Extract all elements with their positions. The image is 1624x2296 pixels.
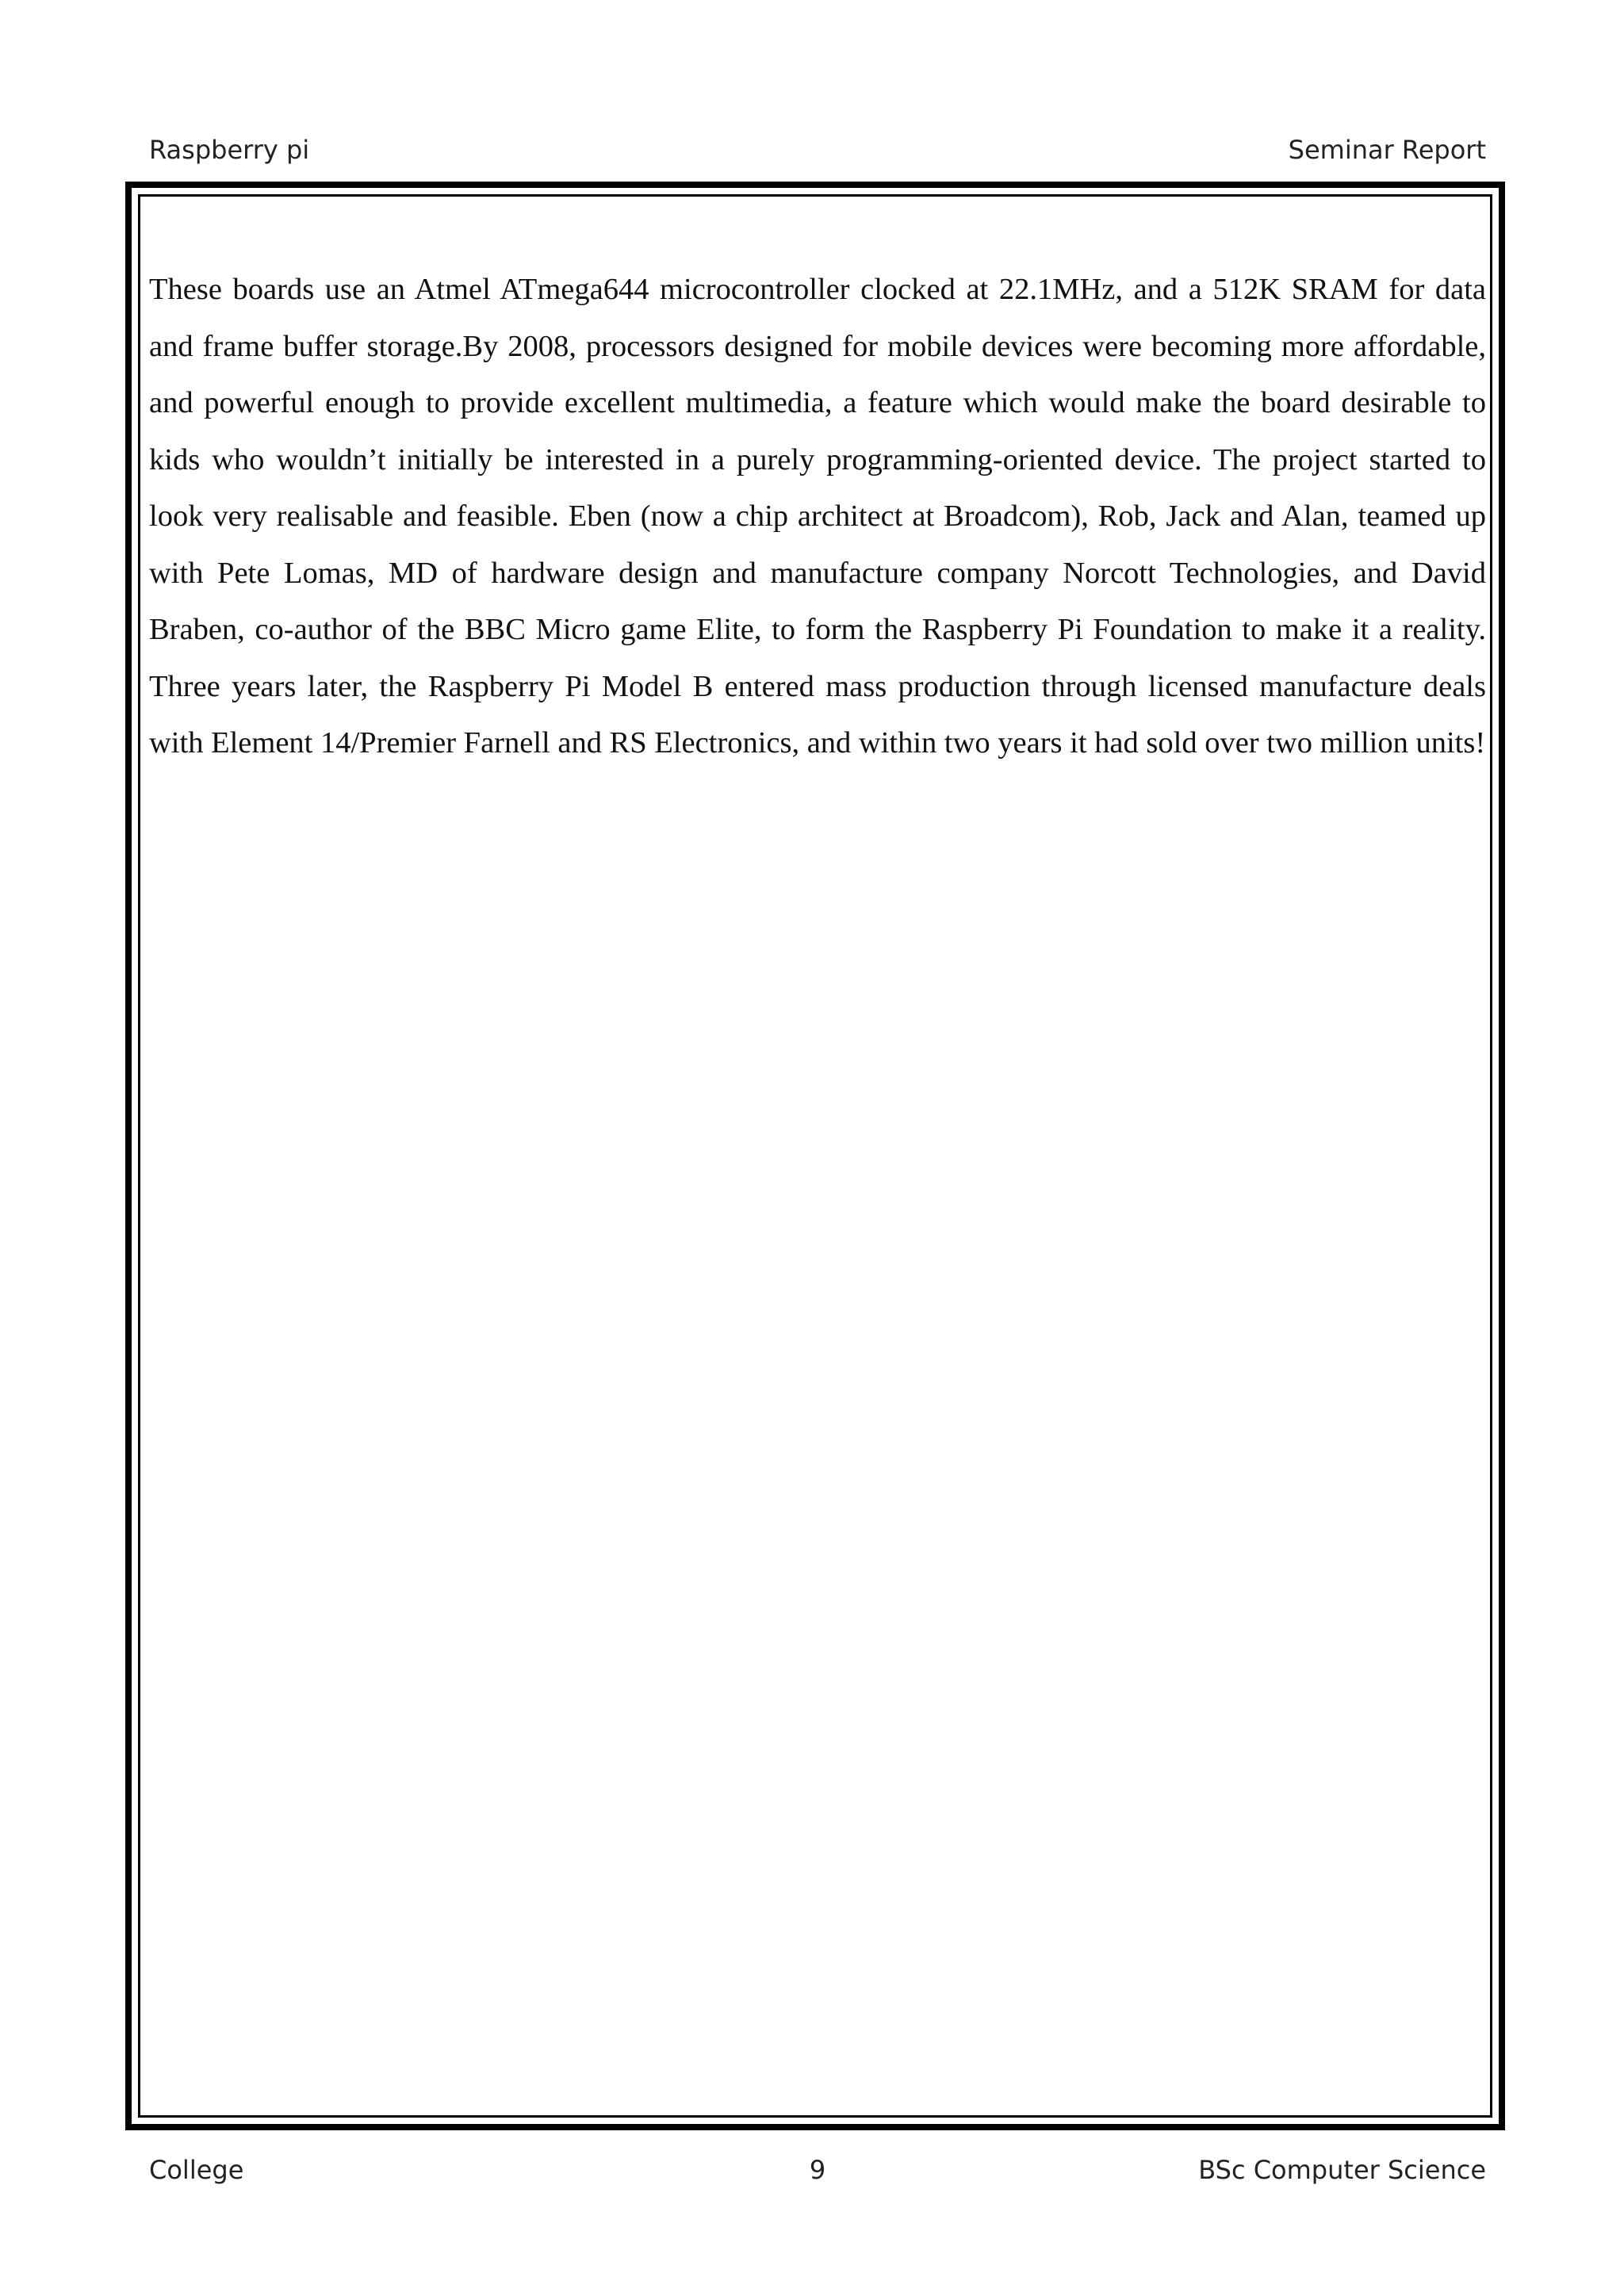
page-footer (149, 2155, 1486, 2193)
footer-page-number: 9 (809, 2155, 826, 2185)
page-header (149, 135, 1486, 173)
header-document-title: Raspberry pi (149, 135, 310, 165)
footer-institution: College (149, 2155, 244, 2185)
footer-course: BSc Computer Science (1198, 2155, 1486, 2185)
body-paragraph: These boards use an Atmel ATmega644 microcontroller clocked at 22.1MHz, and a 512K SRAM for data and frame buffer storage.By 2008, processors designed for mobile devices were becoming more affordable, and powerful enough to provide excellent multimedia, a feature which would make the board desirable to kids who wouldn’t initially be interested in a purely programming-oriented device. The project started to look very realisable and feasible. Eben (now a chip architect at Broadcom), Rob, Jack and Alan, teamed up with Pete Lomas, MD of hardware design and manufacture company Norcott Technologies, and David Braben, co-author of the BBC Micro game Elite, to form the Raspberry Pi Foundation to make it a reality. Three years later, the Raspberry Pi Model B entered mass production through licensed manufacture deals with Element 14/Premier Farnell and RS Electronics, and within two years it had sold over two million units! (149, 273, 1486, 760)
header-report-type: Seminar Report (1288, 135, 1486, 165)
